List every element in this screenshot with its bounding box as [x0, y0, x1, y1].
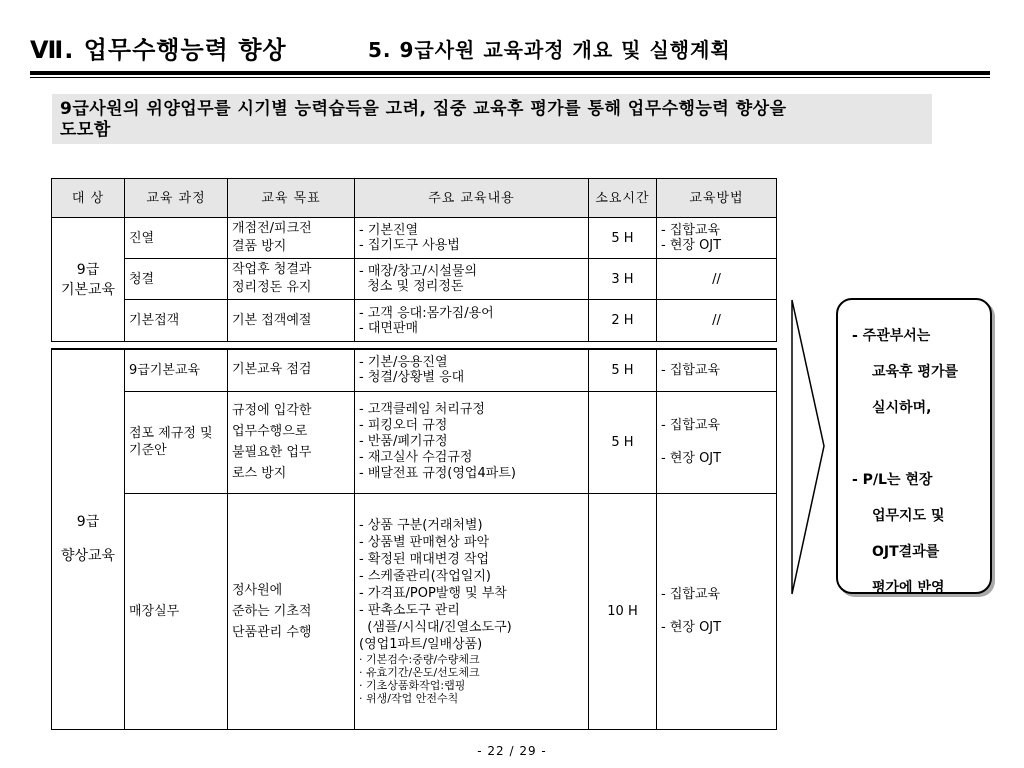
right-arrow-shape [790, 298, 826, 598]
header-content: 주요 교육내용 [355, 179, 589, 218]
callout-line: - P/L는 현장 [852, 472, 933, 488]
content-cell: - 고객 응대:몸가짐/용어 - 대면판매 [355, 300, 589, 342]
arrow-shape [792, 300, 824, 594]
group-divider [52, 342, 777, 350]
callout-line: - 주관부서는 [852, 328, 931, 344]
callout-line: OJT결과를 [872, 544, 940, 560]
content-cell: - 상품 구분(거래처별) - 상품별 판매현상 파악 - 확정된 매대변경 작업 - 스케줄관리(작업일지) - 가격표/POP발행 및 부착 - 판촉소도구 관리 (샘플/시식대/진열소도구) (영업1파트/일배상품) · 기본검수:중량/수량체크 · 유효기간/온도/선도체크 · 기초상품화작업:랩핑 · 위생/작업 안전수칙 [355, 493, 589, 729]
time-cell: 5 H [589, 218, 657, 259]
course-cell: 점포 제규정 및 기준안 [125, 391, 228, 493]
time-cell: 5 H [589, 349, 657, 391]
time-cell: 5 H [589, 391, 657, 493]
goal-cell: 개점전/피크전 결품 방지 [228, 218, 355, 259]
method-cell: - 집합교육 - 현장 OJT [657, 218, 777, 259]
page-number: - 22 / 29 - [477, 744, 547, 758]
goal-cell: 기본 접객예절 [228, 300, 355, 342]
header-rule-thin [30, 77, 990, 78]
header-course: 교육 과정 [125, 179, 228, 218]
header-method: 교육방법 [657, 179, 777, 218]
course-cell: 매장실무 [125, 493, 228, 729]
time-cell: 10 H [589, 493, 657, 729]
time-cell: 2 H [589, 300, 657, 342]
content-cell: - 고객클레임 처리규정 - 피킹오더 규정 - 반품/폐기규정 - 재고실사 수검규정 - 배달전표 규정(영업4파트) [355, 391, 589, 493]
content-cell: - 기본/응용진열 - 청결/상황별 응대 [355, 349, 589, 391]
summary-line-2: 도모함 [60, 120, 111, 140]
goal-cell: 정사원에 준하는 기초적 단품관리 수행 [228, 493, 355, 729]
summary-box [52, 94, 932, 144]
callout-line: 실시하며, [872, 400, 932, 416]
method-cell: // [657, 300, 777, 342]
callout-line: 교육후 평가를 [872, 364, 959, 380]
section-title: Ⅶ. 업무수행능력 향상 [30, 36, 287, 64]
target-cell-basic: 9급 기본교육 [52, 218, 125, 342]
header-goal: 교육 목표 [228, 179, 355, 218]
table-row [52, 218, 777, 259]
course-cell: 9급기본교육 [125, 349, 228, 391]
summary-line-1: 9급사원의 위양업무를 시기별 능력습득을 고려, 집중 교육후 평가를 통해 업무수행능력 향상을 [60, 99, 787, 119]
goal-cell: 기본교육 점검 [228, 349, 355, 391]
table-row [52, 493, 777, 729]
method-cell: - 집합교육 - 현장 OJT [657, 391, 777, 493]
content-cell: - 기본진열 - 집기도구 사용법 [355, 218, 589, 259]
header-time: 소요시간 [589, 179, 657, 218]
header-rule-thick [30, 71, 990, 75]
callout-line: 평가에 반영 [872, 580, 945, 596]
callout-line: 업무지도 및 [872, 508, 945, 524]
goal-cell: 작업후 청결과 정리정돈 유지 [228, 259, 355, 300]
course-cell: 진열 [125, 218, 228, 259]
table-row [52, 349, 777, 391]
note-callout [836, 298, 992, 594]
table-row [52, 300, 777, 342]
header-target: 대 상 [52, 179, 125, 218]
table-header-row [52, 179, 777, 218]
page-subtitle: 5. 9급사원 교육과정 개요 및 실행계획 [368, 38, 731, 62]
target-cell-advanced: 9급 향상교육 [52, 349, 125, 729]
goal-cell: 규정에 입각한 업무수행으로 불필요한 업무 로스 방지 [228, 391, 355, 493]
table-row [52, 391, 777, 493]
table-row [52, 259, 777, 300]
course-cell: 청결 [125, 259, 228, 300]
method-cell: // [657, 259, 777, 300]
education-plan-table [51, 178, 777, 730]
content-cell: - 매장/창고/시설물의 청소 및 정리정돈 [355, 259, 589, 300]
time-cell: 3 H [589, 259, 657, 300]
course-cell: 기본접객 [125, 300, 228, 342]
method-cell: - 집합교육 - 현장 OJT [657, 493, 777, 729]
method-cell: - 집합교육 [657, 349, 777, 391]
